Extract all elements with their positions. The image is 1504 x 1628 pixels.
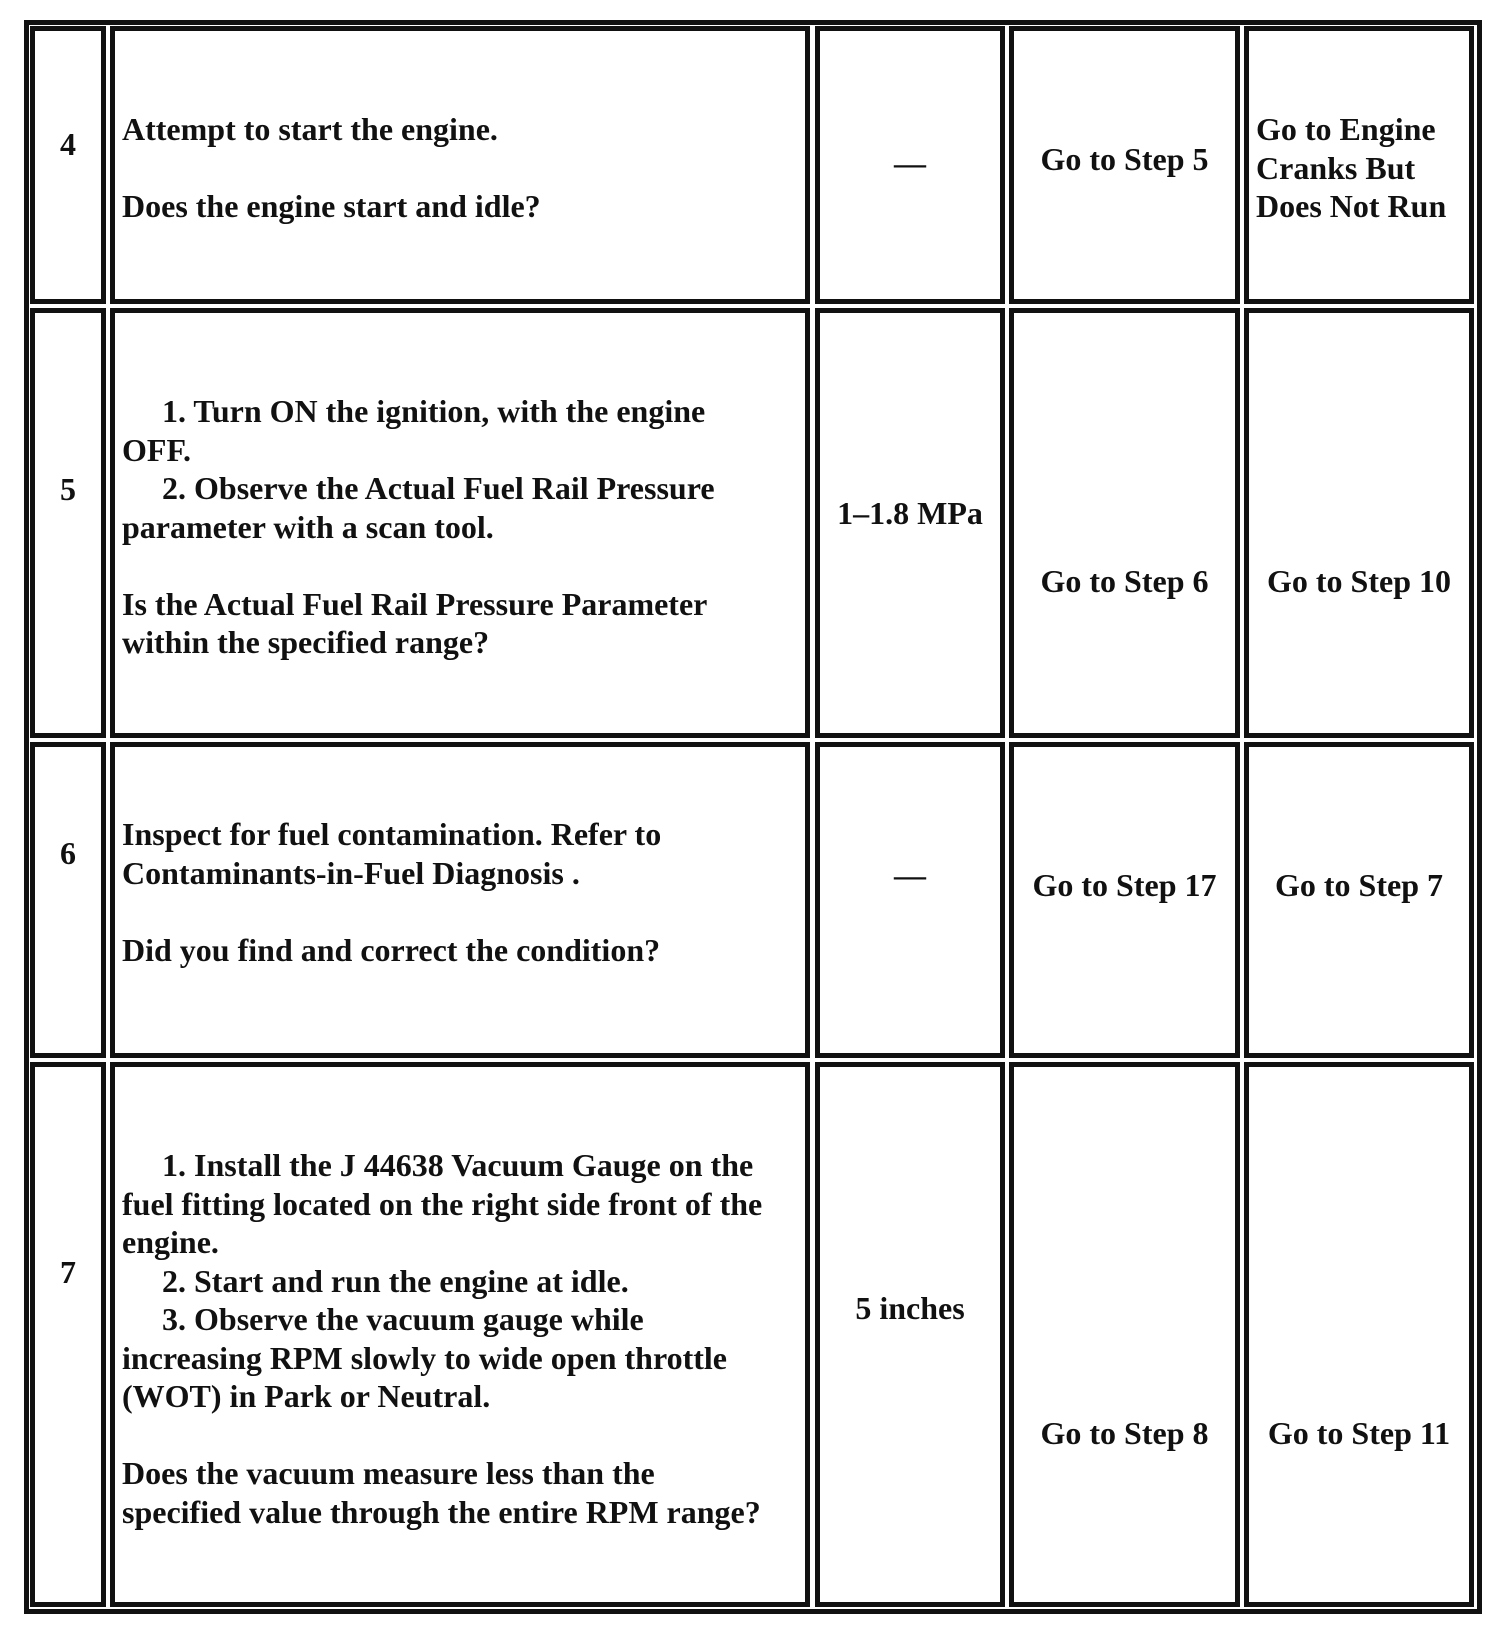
yes-cell: [1009, 26, 1240, 304]
yes-cell: [1009, 742, 1240, 1058]
action-cell: [110, 308, 810, 738]
value-cell: [815, 742, 1005, 1058]
yes-link[interactable]: Go to Step 8: [1040, 1415, 1209, 1451]
action-question-line: specified value through the entire RPM range?: [122, 1493, 761, 1530]
step-number: 6: [60, 835, 76, 871]
yes-cell: [1009, 308, 1240, 738]
no-link-line: Cranks But: [1256, 149, 1416, 186]
value-cell: [815, 26, 1005, 304]
action-step-line: increasing RPM slowly to wide open throttle: [122, 1339, 727, 1376]
no-cell: [1244, 1062, 1474, 1607]
yes-link[interactable]: Go to Step 5: [1040, 141, 1209, 177]
value-text: —: [894, 145, 926, 181]
value-text: 5 inches: [855, 1290, 965, 1326]
step-number: 5: [60, 471, 76, 507]
no-cell: [1244, 26, 1474, 304]
action-step-line: engine.: [122, 1224, 219, 1260]
action-question-line: Is the Actual Fuel Rail Pressure Parameter: [122, 585, 708, 622]
action-step-line: 2. Start and run the engine at idle.: [162, 1262, 629, 1299]
no-link[interactable]: Go to Step 11: [1267, 1415, 1451, 1451]
action-instruction: Attempt to start the engine.: [122, 111, 498, 147]
action-instruction-line: Contaminants-in-Fuel Diagnosis .: [122, 854, 580, 891]
action-text: [122, 815, 799, 969]
yes-cell: [1009, 1062, 1240, 1607]
no-link[interactable]: [1256, 110, 1465, 226]
step-number-cell: [30, 742, 106, 1058]
no-cell: [1244, 742, 1474, 1058]
no-cell: [1244, 308, 1474, 738]
action-step-line: fuel fitting located on the right side front of the: [122, 1185, 763, 1222]
no-link[interactable]: Go to Step 7: [1275, 867, 1443, 903]
value-cell: [815, 308, 1005, 738]
action-step-line: (WOT) in Park or Neutral.: [122, 1378, 491, 1414]
value-text: —: [894, 857, 926, 893]
action-step-line: OFF.: [122, 431, 192, 468]
no-link-line: Go to Engine: [1256, 111, 1436, 147]
value-text: 1–1.8 MPa: [837, 495, 983, 531]
action-question: Did you find and correct the condition?: [122, 931, 661, 968]
action-question-line: Does the vacuum measure less than the: [122, 1455, 655, 1491]
action-step-line: 1. Turn ON the ignition, with the engine: [162, 393, 706, 429]
action-question: Does the engine start and idle?: [122, 188, 541, 224]
action-text: [122, 392, 799, 662]
step-number: 7: [60, 1254, 76, 1290]
action-question-line: within the specified range?: [122, 624, 490, 660]
step-number-cell: [30, 308, 106, 738]
no-link[interactable]: Go to Step 10: [1267, 563, 1451, 599]
action-cell: [110, 1062, 810, 1607]
action-text: [122, 110, 799, 226]
yes-link[interactable]: Go to Step 17: [1032, 867, 1217, 903]
yes-link[interactable]: Go to Step 6: [1040, 563, 1209, 599]
step-number-cell: [30, 26, 106, 304]
action-step-line: parameter with a scan tool.: [122, 508, 494, 545]
action-text: [122, 1146, 799, 1531]
action-instruction-line: Inspect for fuel contamination. Refer to: [122, 816, 662, 852]
step-number: 4: [60, 126, 76, 162]
value-cell: [815, 1062, 1005, 1607]
action-cell: [110, 26, 810, 304]
action-step-line: 3. Observe the vacuum gauge while: [162, 1301, 644, 1337]
action-cell: [110, 742, 810, 1058]
step-number-cell: [30, 1062, 106, 1607]
action-step-line: 2. Observe the Actual Fuel Rail Pressure: [162, 470, 715, 506]
action-step-line: 1. Install the J 44638 Vacuum Gauge on the: [162, 1147, 754, 1183]
no-link-line: Does Not Run: [1256, 188, 1447, 224]
